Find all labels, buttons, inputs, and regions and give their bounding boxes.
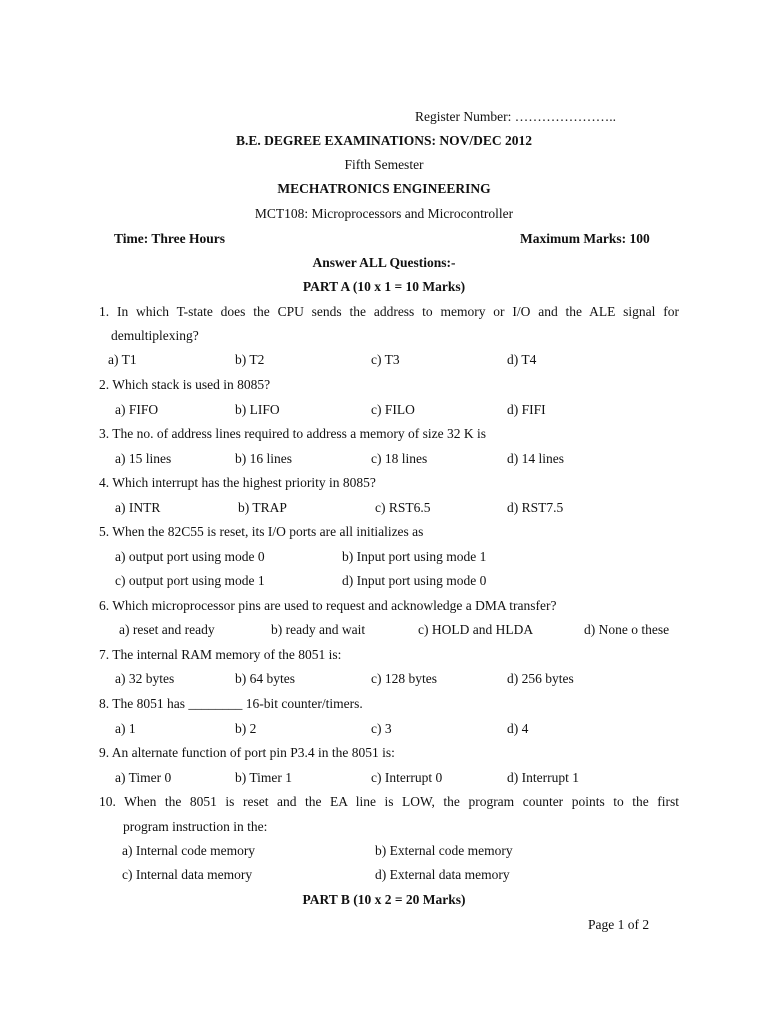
register-number: Register Number: ………………….. (415, 109, 616, 124)
question-7: 7. The internal RAM memory of the 8051 is: (99, 647, 342, 662)
semester: Fifth Semester (344, 157, 424, 172)
option: b) Input port using mode 1 (342, 549, 487, 564)
option: b) 64 bytes (235, 671, 295, 686)
option: a) output port using mode 0 (115, 549, 265, 564)
question-1-continued: demultiplexing? (111, 328, 199, 343)
option: c) HOLD and HLDA (418, 622, 534, 637)
maximum-marks: Maximum Marks: 100 (520, 231, 650, 246)
option: c) T3 (371, 352, 400, 367)
question-5: 5. When the 82C55 is reset, its I/O ports are all initializes as (99, 524, 424, 539)
question-10: 10. When the 8051 is reset and the EA line is LOW, the program counter points to the first (99, 794, 679, 809)
question-8: 8. The 8051 has ________ 16-bit counter/timers. (99, 696, 363, 711)
option: c) 18 lines (371, 451, 428, 466)
instruction: Answer ALL Questions:- (312, 255, 456, 270)
option: d) 4 (507, 721, 529, 736)
part-b-heading: PART B (10 x 2 = 20 Marks) (302, 892, 466, 907)
department: MECHATRONICS ENGINEERING (277, 181, 491, 196)
question-10-continued: program instruction in the: (123, 819, 268, 834)
option: d) None o these (584, 622, 670, 637)
option: b) T2 (235, 352, 265, 367)
time-allowed: Time: Three Hours (114, 231, 225, 246)
question-4: 4. Which interrupt has the highest priority in 8085? (99, 475, 376, 490)
option: d) T4 (507, 352, 537, 367)
page-number: Page 1 of 2 (588, 917, 650, 932)
option: c) FILO (371, 402, 415, 417)
option: b) Timer 1 (235, 770, 293, 785)
option: d) Input port using mode 0 (342, 573, 487, 588)
option: b) External code memory (375, 843, 513, 858)
option: c) 128 bytes (371, 671, 437, 686)
option: b) 2 (235, 721, 257, 736)
option: a) Internal code memory (122, 843, 256, 858)
option: b) LIFO (235, 402, 280, 417)
option: a) 32 bytes (115, 671, 175, 686)
question-9: 9. An alternate function of port pin P3.4 in the 8051 is: (99, 745, 395, 760)
option: a) T1 (108, 352, 137, 367)
exam-title: B.E. DEGREE EXAMINATIONS: NOV/DEC 2012 (235, 133, 533, 148)
option: a) 1 (115, 721, 136, 736)
option: d) Interrupt 1 (507, 770, 579, 785)
option: c) Interrupt 0 (371, 770, 443, 785)
option: b) ready and wait (271, 622, 366, 637)
option: c) RST6.5 (375, 500, 431, 515)
option: b) 16 lines (235, 451, 292, 466)
option: c) Internal data memory (122, 867, 253, 882)
option: d) FIFI (507, 402, 546, 417)
option: d) RST7.5 (507, 500, 564, 515)
question-6: 6. Which microprocessor pins are used to request and acknowledge a DMA transfer? (99, 598, 557, 613)
option: b) TRAP (238, 500, 287, 515)
option: a) INTR (115, 500, 161, 515)
option: d) 256 bytes (507, 671, 574, 686)
part-a-heading: PART A (10 x 1 = 10 Marks) (302, 279, 466, 294)
course-title: MCT108: Microprocessors and Microcontroller (254, 206, 514, 221)
option: d) 14 lines (507, 451, 564, 466)
option: c) output port using mode 1 (115, 573, 265, 588)
question-1: 1. In which T-state does the CPU sends the address to memory or I/O and the ALE signal for (99, 304, 679, 319)
question-3: 3. The no. of address lines required to address a memory of size 32 K is (99, 426, 487, 441)
option: a) FIFO (115, 402, 159, 417)
option: a) reset and ready (119, 622, 215, 637)
option: d) External data memory (375, 867, 510, 882)
question-2: 2. Which stack is used in 8085? (99, 377, 271, 392)
option: a) Timer 0 (115, 770, 172, 785)
option: c) 3 (371, 721, 392, 736)
option: a) 15 lines (115, 451, 172, 466)
